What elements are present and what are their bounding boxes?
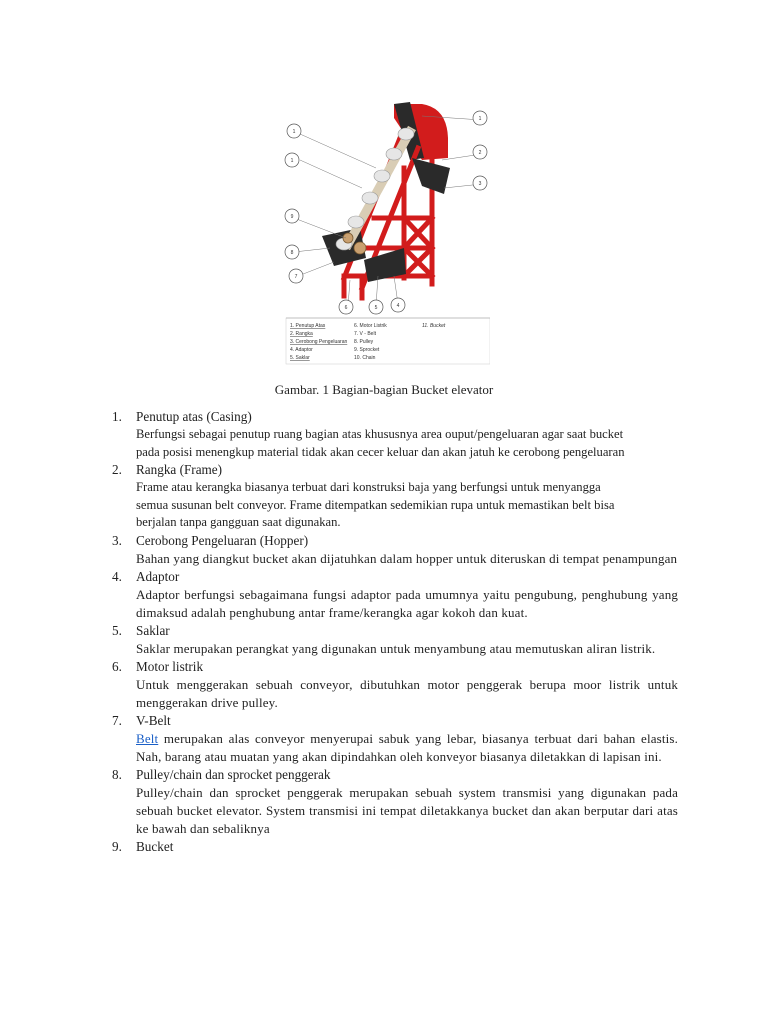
svg-text:4: 4 bbox=[396, 303, 400, 309]
svg-text:7: 7 bbox=[294, 274, 298, 280]
list-item: 6. Motor listrik Untuk menggerakan sebuah conveyor, dibutuhkan motor penggerak berupa moor listrik untuk menggerakan drive pulley. bbox=[112, 658, 678, 710]
callout-1a bbox=[287, 124, 301, 138]
figure-caption: Gambar. 1 Bagian-bagian Bucket elevator bbox=[274, 382, 494, 397]
legend-8: 8. Pulley bbox=[354, 339, 374, 345]
svg-text:1: 1 bbox=[290, 158, 294, 164]
svg-text:8: 8 bbox=[290, 250, 294, 256]
item-title: Penutup atas (Casing) bbox=[136, 409, 252, 424]
pulley bbox=[343, 233, 353, 243]
item-title: Motor listrik bbox=[136, 658, 204, 674]
callout-8 bbox=[285, 245, 299, 259]
item-line: berjalan tanpa gangguan saat digunakan. bbox=[136, 515, 341, 529]
callout-1c bbox=[473, 111, 487, 125]
svg-text:2: 2 bbox=[478, 150, 482, 156]
item-title: Adaptor bbox=[136, 568, 180, 584]
list-item: 2. Rangka (Frame) Frame atau kerangka biasanya terbuat dari konstruksi baja yang berfungsi untuk menyangga semua susunan belt conveyor. Frame ditempatkan sedemikian rupa untuk memastikan belt bisa berjalan tanpa gangguan saat digunakan. bbox=[112, 461, 678, 532]
legend-2: 2. Rangka bbox=[290, 331, 313, 337]
callout-1b bbox=[285, 153, 299, 167]
item-line: Frame atau kerangka biasanya terbuat dari konstruksi baja yang berfungsi untuk menyangga bbox=[136, 480, 601, 494]
item-title: Rangka (Frame) bbox=[136, 462, 223, 477]
callout-2 bbox=[473, 145, 487, 159]
callout-7 bbox=[289, 269, 303, 283]
item-title: Pulley/chain dan sprocket penggerak bbox=[136, 766, 331, 782]
svg-text:6: 6 bbox=[344, 305, 348, 311]
legend-4: 4. Adaptor bbox=[290, 347, 313, 353]
component-list bbox=[112, 408, 678, 856]
item-description: Untuk menggerakan sebuah conveyor, dibutuhkan motor penggerak berupa moor listrik untuk menggerakan drive pulley. bbox=[136, 676, 678, 710]
item-title: V-Belt bbox=[136, 712, 171, 728]
legend-1: 1. Penutup Atas bbox=[290, 323, 326, 329]
list-item: 4. Adaptor Adaptor berfungsi sebagaimana fungsi adaptor pada umumnya yaitu pengubung, penghubung yang dimaksud adalah penghubung antar frame/kerangka agar kokoh dan kuat. bbox=[112, 568, 678, 620]
legend-5: 5. Saklar bbox=[290, 355, 310, 361]
item-line: semua susunan belt conveyor. Frame ditempatkan sedemikian rupa untuk memastikan belt bisa bbox=[136, 497, 615, 512]
legend-9: 9. Sprocket bbox=[354, 347, 380, 353]
list-item: 8. Pulley/chain dan sprocket penggerak Pulley/chain dan sprocket penggerak merupakan sebuah system transmisi yang digunakan pada sebuah bucket elevator. System transmisi ini tempat diletakkanya bucket dan akan berputar dari atas ke bawah dan sebaliknya bbox=[112, 766, 678, 836]
svg-text:1: 1 bbox=[478, 116, 482, 122]
item-title: Saklar bbox=[136, 622, 170, 638]
callout-3 bbox=[473, 176, 487, 190]
sprocket bbox=[354, 242, 366, 254]
item-description: Adaptor berfungsi sebagaimana fungsi adaptor pada umumnya yaitu pengubung, penghubung yang dimaksud adalah penghubung antar frame/kerangka agar kokoh dan kuat. bbox=[136, 586, 678, 620]
svg-text:9: 9 bbox=[290, 214, 294, 220]
svg-text:5: 5 bbox=[374, 305, 378, 311]
item-description: Pulley/chain dan sprocket penggerak merupakan sebuah system transmisi yang digunakan pada sebuah bucket elevator. System transmisi ini tempat diletakkanya bucket dan akan berputar dari atas ke bawah dan sebaliknya bbox=[136, 784, 678, 836]
list-item: 1. Penutup atas (Casing) Berfungsi sebagai penutup ruang bagian atas khususnya area ouput/pengeluaran agar saat bucket pada posisi menengkup material tidak akan cecer keluar dan akan jatuh ke cerobong pengeluaran bbox=[112, 408, 678, 461]
legend-6: 6. Motor Listrik bbox=[354, 323, 387, 329]
list-item: 7. V-Belt Belt merupakan alas conveyor menyerupai sabuk yang lebar, biasanya terbuat dari bahan elastis. Nah, barang atau muatan yang akan dipindahkan oleh konveyor biasanya diletakkan di lapisan ini. bbox=[112, 712, 678, 764]
item-title: Bucket bbox=[136, 838, 174, 854]
legend-10: 10. Chain bbox=[354, 355, 376, 361]
svg-text:1: 1 bbox=[292, 129, 296, 135]
svg-text:3: 3 bbox=[478, 181, 482, 187]
callout-6 bbox=[339, 300, 353, 314]
callout-5 bbox=[369, 300, 383, 314]
legend-7: 7. V - Belt bbox=[354, 331, 376, 337]
list-item: 9. Bucket bbox=[112, 838, 174, 854]
item-line: pada posisi menengkup material tidak akan cecer keluar dan akan jatuh ke cerobong pengeluaran bbox=[136, 444, 625, 459]
legend-11: 11. Bucket bbox=[422, 323, 446, 329]
hopper-top bbox=[412, 158, 450, 194]
item-line: Berfungsi sebagai penutup ruang bagian atas khususnya area ouput/pengeluaran agar saat bucket bbox=[136, 427, 624, 441]
belt-link[interactable]: Belt bbox=[136, 730, 159, 746]
callout-9 bbox=[285, 209, 299, 223]
callout-4 bbox=[391, 298, 405, 312]
item-description: Bahan yang diangkut bucket akan dijatuhkan dalam hopper untuk diteruskan di tempat penampungan bbox=[136, 550, 678, 566]
item-description: Saklar merupakan perangkat yang digunakan untuk menyambung atau memutuskan aliran listrik. bbox=[136, 640, 656, 656]
list-item: 5. Saklar Saklar merupakan perangkat yang digunakan untuk menyambung atau memutuskan aliran listrik. bbox=[112, 622, 678, 658]
list-item: 3. Cerobong Pengeluaran (Hopper) Bahan yang diangkut bucket akan dijatuhkan dalam hopper untuk diteruskan di tempat penampungan bbox=[112, 532, 678, 566]
bucket-elevator-figure bbox=[282, 98, 490, 366]
legend-3: 3. Cerobong Pengeluaran bbox=[290, 339, 348, 345]
item-description: merupakan alas conveyor menyerupai sabuk yang lebar, biasanya terbuat dari bahan elastis. Nah, barang atau muatan yang akan dipindahkan oleh konveyor biasanya diletakkan di lapisan ini. bbox=[136, 730, 678, 764]
item-title: Cerobong Pengeluaran (Hopper) bbox=[136, 532, 309, 548]
